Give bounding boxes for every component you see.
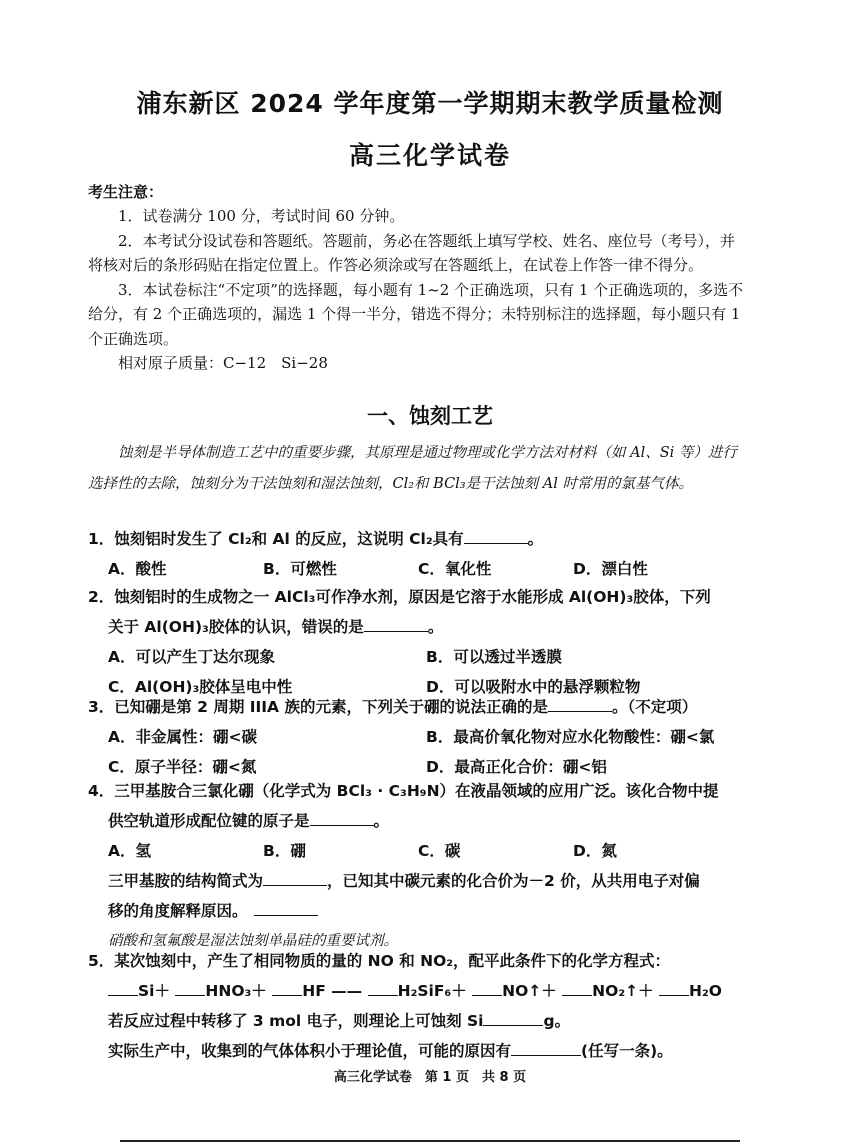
q4-structure-blank[interactable]	[263, 869, 327, 886]
q5-term-no2: NO₂↑＋	[592, 982, 654, 1000]
q2-blank[interactable]	[364, 615, 428, 632]
question-2	[88, 582, 748, 702]
q4-sub-line1: 三甲基胺的结构简式为	[108, 872, 264, 890]
q4-option-b[interactable]: B．硼	[263, 842, 306, 860]
notice-item-2: 2．本考试分设试卷和答题纸。答题前，务必在答题纸上填写学校、姓名、座位号（考号），并将核对后的条形码贴在指定位置上。作答必须涂或写在答题纸上，在试卷上作答一律不得分。	[88, 231, 736, 274]
q3-stem-end: 。（不定项）	[611, 698, 698, 716]
q5-coef-si[interactable]	[108, 979, 138, 996]
q4-sub-line1-end: ，已知其中碳元素的化合价为－2 价，从共用电子对偏	[327, 872, 700, 890]
q4-stem-line1: 4．三甲基胺合三氯化硼（化学式为 BCl₃ · C₃H₉N）在液晶领域的应用广泛。该化合物中提	[88, 782, 719, 800]
page-edge-line	[120, 1140, 740, 1142]
q2-option-a[interactable]: A．可以产生丁达尔现象	[108, 648, 275, 666]
notice-heading: 考生注意：	[88, 183, 164, 201]
q3-blank[interactable]	[548, 695, 612, 712]
q2-stem-end: 。	[427, 618, 444, 636]
q2-option-d[interactable]: D．可以吸附水中的悬浮颗粒物	[426, 678, 641, 696]
q3-options-row1	[88, 722, 748, 752]
q3-option-b[interactable]: B．最高价氧化物对应水化物酸性：硼<氯	[426, 728, 715, 746]
question-5	[88, 946, 748, 1066]
q4-options	[88, 836, 748, 866]
q5-coef-hf[interactable]	[272, 979, 302, 996]
q2-option-c[interactable]: C．Al(OH)₃胶体呈电中性	[108, 678, 293, 696]
q5-line4-end: (任写一条)。	[581, 1042, 673, 1060]
q2-options-row1	[88, 642, 748, 672]
notice-item-1: 1．试卷满分 100 分，考试时间 60 分钟。	[118, 207, 405, 225]
section-title: 一、蚀刻工艺	[367, 404, 493, 428]
q5-term-si: Si＋	[138, 982, 170, 1000]
question-3	[88, 692, 748, 782]
question-1	[88, 524, 748, 584]
exam-subtitle: 高三化学试卷	[348, 141, 511, 170]
q5-term-hf: HF ——	[302, 982, 363, 1000]
q3-stem: 3．已知硼是第 2 周期 IIIA 族的元素，下列关于硼的说法正确的是	[88, 698, 548, 716]
exam-title: 浦东新区 2024 学年度第一学期期末教学质量检测	[136, 89, 724, 118]
q3-option-d[interactable]: D．最高正化合价：硼<铝	[426, 758, 607, 776]
q4-explain-blank[interactable]	[254, 899, 318, 916]
notice-item-3: 3．本试卷标注“不定项”的选择题，每小题有 1~2 个正确选项，只有 1 个正确选项的，多选不给分，有 2 个正确选项的，漏选 1 个得一半分，错选不得分；未特别标注的选择题，每小题只有 1 个正确选项。	[88, 280, 744, 348]
q5-term-h2o: H₂O	[689, 982, 722, 1000]
q4-option-d[interactable]: D．氮	[573, 842, 617, 860]
q5-term-h2sif6: H₂SiF₆＋	[397, 982, 467, 1000]
q5-stem: 5．某次蚀刻中，产生了相同物质的量的 NO 和 NO₂，配平此条件下的化学方程式：	[88, 952, 671, 970]
q1-blank[interactable]	[464, 527, 528, 544]
q4-option-a[interactable]: A．氢	[108, 842, 151, 860]
q3-option-c[interactable]: C．原子半径：硼<氮	[108, 758, 257, 776]
atomic-mass: 相对原子质量：C−12 Si−28	[118, 354, 328, 372]
question-4	[88, 776, 748, 956]
q2-option-b[interactable]: B．可以透过半透膜	[426, 648, 562, 666]
q5-line3: 若反应过程中转移了 3 mol 电子，则理论上可蚀刻 Si	[108, 1012, 484, 1030]
q1-stem-end: 。	[527, 530, 544, 548]
q4-stem-line2: 供空轨道形成配位键的原子是	[108, 812, 310, 830]
q1-option-b[interactable]: B．可燃性	[263, 560, 337, 578]
q4-stem-end: 。	[373, 812, 390, 830]
q5-reason-blank[interactable]	[511, 1039, 581, 1056]
q3-option-a[interactable]: A．非金属性：硼<碳	[108, 728, 257, 746]
q5-term-hno3: HNO₃＋	[205, 982, 267, 1000]
q2-stem-line1: 2．蚀刻铝时的生成物之一 AlCl₃可作净水剂，原因是它溶于水能形成 Al(OH)₃胶体，下列	[88, 588, 711, 606]
q4-sub-line2: 移的角度解释原因。	[108, 902, 248, 920]
q1-option-c[interactable]: C．氧化性	[418, 560, 492, 578]
q1-option-d[interactable]: D．漂白性	[573, 560, 648, 578]
wet-etching-note: 硝酸和氢氟酸是湿法蚀刻单晶硅的重要试剂。	[108, 933, 398, 949]
q4-option-c[interactable]: C．碳	[418, 842, 461, 860]
q1-stem: 1．蚀刻铝时发生了 Cl₂和 Al 的反应，这说明 Cl₂具有	[88, 530, 464, 548]
q1-option-a[interactable]: A．酸性	[108, 560, 167, 578]
page-footer: 高三化学试卷 第 1 页 共 8 页	[333, 1070, 527, 1085]
q4-blank[interactable]	[310, 809, 374, 826]
q5-coef-no[interactable]	[472, 979, 502, 996]
q5-coef-no2[interactable]	[562, 979, 592, 996]
q1-options	[88, 554, 748, 584]
notice-list	[88, 204, 748, 376]
q5-term-no: NO↑＋	[502, 982, 557, 1000]
q5-coef-hno3[interactable]	[175, 979, 205, 996]
q2-stem-line2: 关于 Al(OH)₃胶体的认识，错误的是	[108, 618, 364, 636]
q5-equation	[88, 976, 748, 1006]
q5-coef-h2sif6[interactable]	[368, 979, 398, 996]
q5-line4: 实际生产中，收集到的气体体积小于理论值，可能的原因有	[108, 1042, 512, 1060]
q5-coef-h2o[interactable]	[659, 979, 689, 996]
section-intro: 蚀刻是半导体制造工艺中的重要步骤，其原理是通过物理或化学方法对材料（如 Al、Si 等）进行选择性的去除，蚀刻分为干法蚀刻和湿法蚀刻，Cl₂和 BCl₃是干法蚀刻 Al 时常用的氯基气体。	[88, 445, 737, 492]
q5-mass-blank[interactable]	[483, 1009, 543, 1026]
q5-line3-end: g。	[543, 1012, 571, 1030]
